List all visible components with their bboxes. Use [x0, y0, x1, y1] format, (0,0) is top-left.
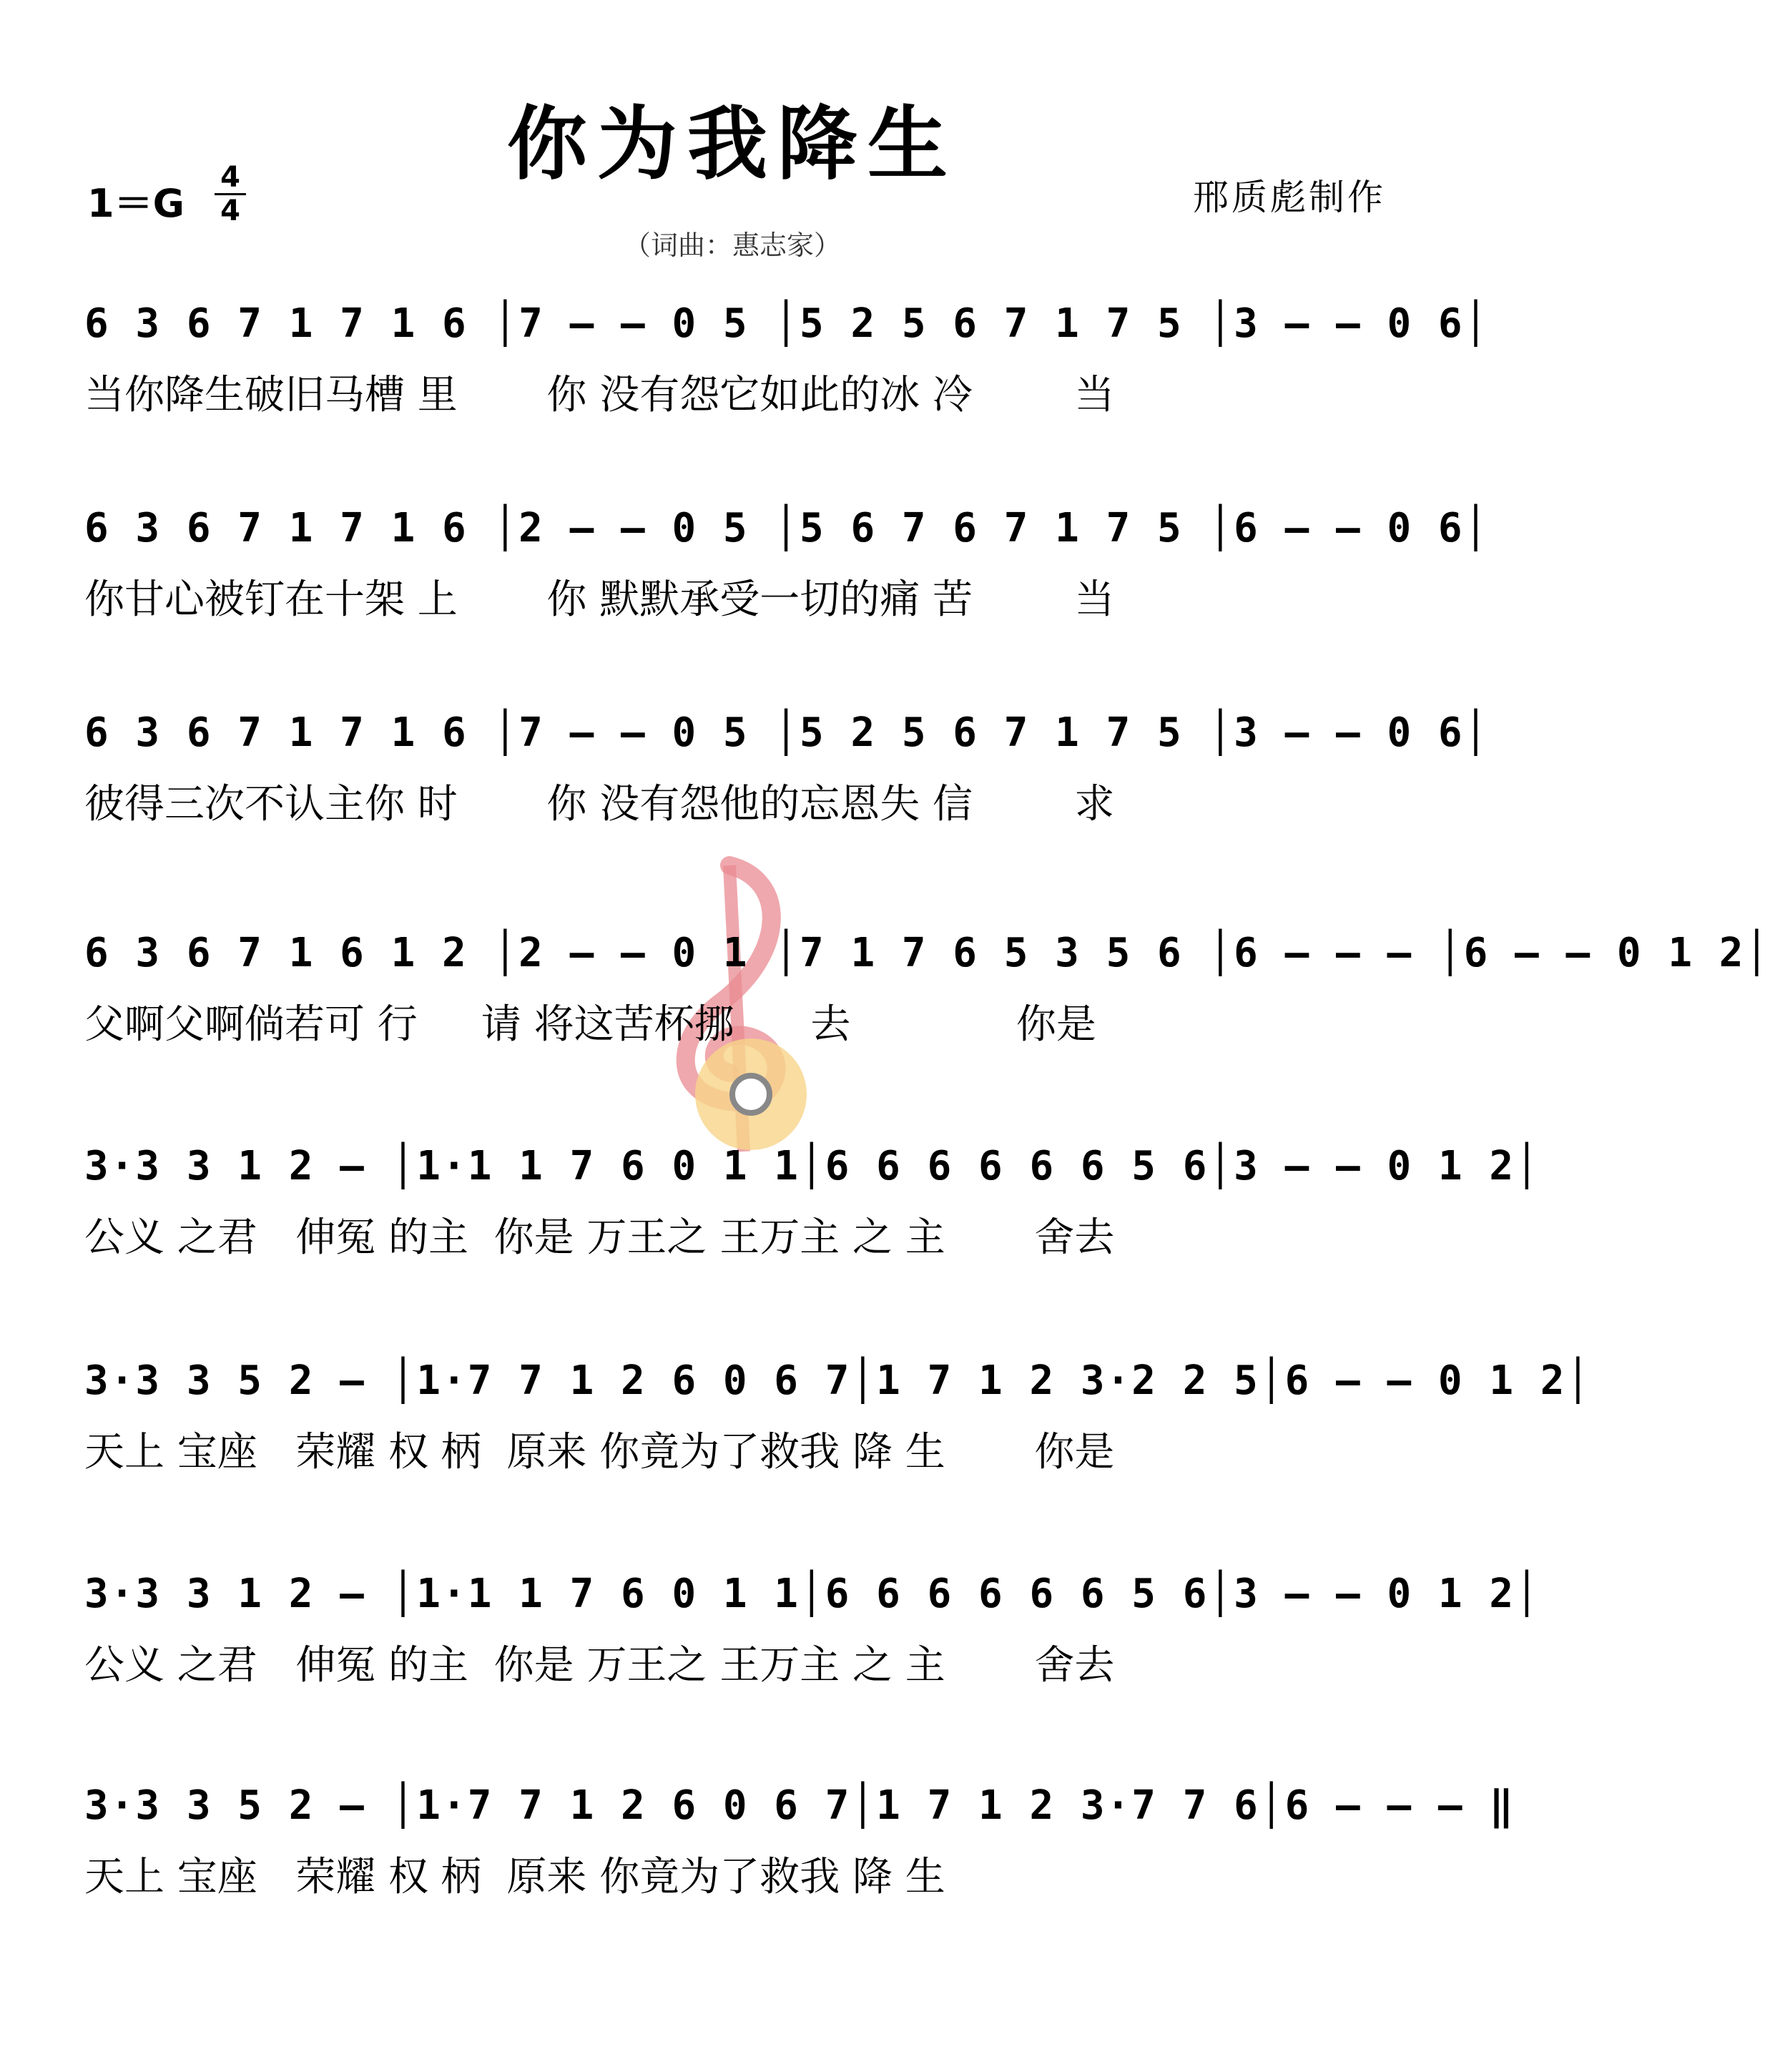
- lyrics-line: 公义 之君 伸冤 的主 你是 万王之 王万主 之 主 舍去: [84, 1642, 1115, 1689]
- key-signature: 1＝G: [87, 181, 185, 226]
- lyrics-music-credit: （词曲：惠志家）: [623, 230, 841, 261]
- lyrics-line: 彼得三次不认主你 时 你 没有怨他的忘恩失 信 求: [84, 781, 1115, 828]
- jianpu-notes: 3·3 3 1 2 – │1·1 1 7 6 0 1 1│6 6 6 6 6 6 5 6│3 – – 0 1 2│: [84, 1571, 1540, 1617]
- jianpu-notes: 6 3 6 7 1 7 1 6 │7 – – 0 5 │5 2 5 6 7 1 7 5 │3 – – 0 6│: [84, 710, 1490, 756]
- notation-system-3: [84, 701, 1490, 844]
- maker-credit: 邢质彪制作: [1193, 177, 1386, 218]
- jianpu-notes: 3·3 3 5 2 – │1·7 7 1 2 6 0 6 7│1 7 1 2 3·2 2 5│6 – – 0 1 2│: [84, 1357, 1592, 1404]
- jianpu-notes: 6 3 6 7 1 7 1 6 │2 – – 0 5 │5 6 7 6 7 1 7 5 │6 – – 0 6│: [84, 505, 1490, 551]
- notation-system-4: [84, 921, 1770, 1064]
- meter-bottom: 4: [220, 195, 240, 227]
- lyrics-line: 你甘心被钉在十架 上 你 默默承受一切的痛 苦 当: [84, 576, 1115, 623]
- notation-system-7: [84, 1562, 1540, 1705]
- time-signature: [215, 163, 246, 225]
- jianpu-notes: 6 3 6 7 1 6 1 2 │2 – – 0 1 │7 1 7 6 5 3 5 6 │6 – – – │6 – – 0 1 2│: [84, 930, 1770, 976]
- notation-system-6: [84, 1349, 1592, 1492]
- notation-system-5: [84, 1134, 1540, 1277]
- notation-system-1: [84, 292, 1490, 435]
- notation-system-8: [84, 1774, 1515, 1917]
- lyrics-line: 天上 宝座 荣耀 权 柄 原来 你竟为了救我 降 生: [84, 1854, 945, 1900]
- jianpu-notes: 6 3 6 7 1 7 1 6 │7 – – 0 5 │5 2 5 6 7 1 7 5 │3 – – 0 6│: [84, 300, 1490, 347]
- lyrics-line: 父啊父啊倘若可 行 请 将这苦杯挪 去 你是: [84, 1001, 1096, 1048]
- lyrics-line: 天上 宝座 荣耀 权 柄 原来 你竟为了救我 降 生 你是: [84, 1429, 1115, 1476]
- meter-top: 4: [220, 161, 240, 194]
- lyrics-line: 公义 之君 伸冤 的主 你是 万王之 王万主 之 主 舍去: [84, 1214, 1115, 1261]
- jianpu-notes: 3·3 3 5 2 – │1·7 7 1 2 6 0 6 7│1 7 1 2 3·7 7 6│6 – – – ‖: [84, 1782, 1515, 1829]
- lyrics-line: 当你降生破旧马槽 里 你 没有怨它如此的冰 冷 当: [84, 372, 1115, 418]
- song-title: 你为我降生: [507, 97, 958, 191]
- notation-system-2: [84, 496, 1490, 639]
- jianpu-notes: 3·3 3 1 2 – │1·1 1 7 6 0 1 1│6 6 6 6 6 6 5 6│3 – – 0 1 2│: [84, 1143, 1540, 1189]
